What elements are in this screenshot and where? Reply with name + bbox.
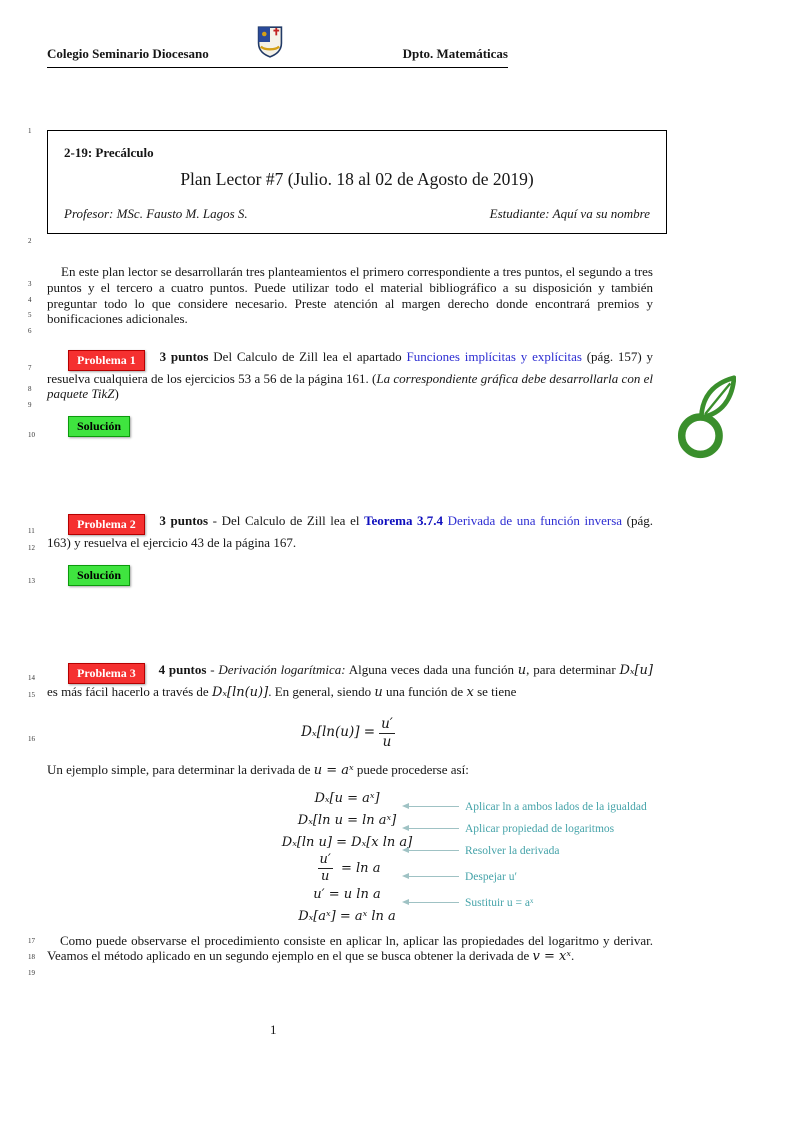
display-equation — [47, 716, 653, 750]
text-segment: Un ejemplo simple, para determinar la derivada de — [47, 762, 314, 778]
text-segment: . En general, siendo — [268, 683, 375, 699]
bonus-leaf-icon — [676, 374, 736, 465]
solution1-block — [47, 415, 653, 437]
text-segment: - Del Calculo de Zill lea el — [208, 512, 365, 528]
equation: Dₓ[ln u] = Dₓ[x ln a] — [281, 834, 413, 850]
problem1-paragraph — [47, 349, 653, 402]
derivation-row — [47, 809, 647, 835]
line-number: 13 — [28, 577, 35, 585]
document-content — [47, 0, 653, 965]
text-segment: La correspondiente gráfica debe desarrollarla con el paquete TikZ — [47, 370, 653, 402]
derivation-row — [47, 905, 647, 927]
line-number: 1 — [28, 127, 32, 135]
equation — [314, 852, 381, 884]
derivation-row — [47, 787, 647, 813]
course-label: 2-19: Precálculo — [64, 144, 154, 160]
school-crest-icon — [257, 26, 283, 62]
text-segment: se tiene — [473, 683, 517, 699]
solution2-badge: Solución — [68, 565, 130, 586]
text-segment: 3 puntos — [159, 512, 209, 528]
text-segment: . — [570, 948, 575, 964]
equation: Dₓ[u = aˣ] — [314, 790, 380, 806]
line-number: 12 — [28, 544, 35, 552]
derivation-row — [47, 853, 647, 883]
line-number: 7 — [28, 364, 32, 372]
line-number: 8 — [28, 385, 32, 393]
equation: Dₓ[ln u = ln aˣ] — [297, 812, 397, 828]
line-number: 2 — [28, 237, 32, 245]
line-number: 3 — [28, 280, 32, 288]
equation: u′ = u ln a — [313, 886, 381, 902]
step-annotation: Aplicar propiedad de logaritmos — [465, 822, 615, 835]
problem3-badge: Problema 3 — [68, 663, 145, 684]
problem2-paragraph — [47, 513, 653, 551]
page-header — [47, 46, 508, 68]
text-segment: puede procederse así: — [353, 762, 469, 778]
step-annotation: Aplicar ln a ambos lados de la igualdad — [465, 800, 647, 813]
line-number: 19 — [28, 969, 35, 977]
fraction — [318, 853, 333, 883]
text-segment: Como puede observarse el procedimiento consiste en aplicar ln, aplicar las propiedades del logaritmo y derivar. Veamos el método aplicado en un segundo ejemplo en el que se busca obtener la derivada de — [47, 932, 653, 964]
hyperlink[interactable]: Teorema 3.7.4 — [364, 512, 444, 528]
text-segment: Dₓ[ln(u)] — [211, 684, 269, 700]
step-annotation: Sustituir u = aˣ — [465, 896, 534, 909]
text-segment: , para determinar — [526, 661, 620, 677]
text-segment: Derivación logarítmica: — [218, 661, 346, 677]
solution2-block — [47, 564, 653, 586]
derivation-block — [47, 787, 647, 927]
line-number: 10 — [28, 431, 35, 439]
fraction-numerator: u′ — [381, 716, 393, 733]
equation-lhs: Dₓ[ln(u)] = — [301, 724, 376, 741]
fraction-numerator: u′ — [319, 852, 331, 868]
student-label: Estudiante: Aquí va su nombre — [489, 205, 650, 221]
solution1-badge: Solución — [68, 416, 130, 437]
text-segment: u — [517, 662, 527, 678]
closing-paragraph — [47, 933, 653, 965]
equation-rhs: = ln a — [341, 860, 381, 876]
derivation-row — [47, 831, 647, 857]
derivation-row — [47, 883, 647, 909]
title-box — [47, 130, 667, 235]
line-number: 18 — [28, 953, 35, 961]
text-segment: - — [206, 661, 219, 677]
fraction-denominator: u — [382, 733, 392, 750]
people-row — [64, 206, 650, 222]
page-number: 1 — [270, 1022, 277, 1037]
text-segment: u — [374, 684, 383, 700]
document-title: Plan Lector #7 (Julio. 18 al 02 de Agosto de 2019) — [180, 169, 534, 190]
text-segment: Del Calculo de Zill lea el apartado — [208, 348, 407, 364]
text-segment: 3 puntos — [159, 348, 209, 364]
line-number: 6 — [28, 327, 32, 335]
problem1-badge: Problema 1 — [68, 350, 145, 371]
line-number: 14 — [28, 674, 35, 682]
step-annotation: Resolver la derivada — [465, 844, 560, 857]
text-segment: 4 puntos — [158, 661, 207, 677]
text-segment: ) — [114, 386, 119, 402]
problem2-badge: Problema 2 — [68, 514, 145, 535]
text-segment: v = xˣ — [532, 949, 571, 965]
fraction — [379, 717, 395, 748]
line-number: 16 — [28, 735, 35, 743]
school-name: Colegio Seminario Diocesano — [47, 46, 209, 61]
intro-paragraph: En este plan lector se desarrollarán tres planteamientos el primero correspondiente a tres puntos, el segundo a tres puntos y el tercero a cuatro puntos. Puede utilizar todo el material bibliográfico a su disposición y también preguntar todo lo que considere necesario. Preste atención al margen derecho donde encontrará premios y bonificaciones adicionales. — [47, 264, 653, 327]
department-name: Dpto. Matemáticas — [402, 46, 508, 61]
text-segment: (pág. 163) y resuelva el ejercicio 43 de la página 167. — [47, 512, 653, 550]
text-segment: Dₓ[u] — [619, 662, 653, 678]
fraction-denominator: u — [321, 868, 330, 884]
line-number: 4 — [28, 296, 32, 304]
line-number: 17 — [28, 937, 35, 945]
text-segment: es más fácil hacerlo a través de — [47, 683, 212, 699]
line-number: 11 — [28, 527, 35, 535]
equation: Dₓ[aˣ] = aˣ ln a — [298, 908, 396, 924]
text-segment: x — [466, 684, 474, 700]
line-number: 5 — [28, 311, 32, 319]
text-segment: u = aˣ — [313, 763, 354, 779]
line-number: 15 — [28, 691, 35, 699]
line-number: 9 — [28, 401, 32, 409]
problem3-paragraph — [47, 662, 653, 701]
professor-label: Profesor: MSc. Fausto M. Lagos S. — [64, 205, 248, 221]
example-intro-paragraph — [47, 762, 653, 779]
text-segment: Alguna veces dada una función — [345, 661, 518, 677]
hyperlink[interactable]: Derivada de una función inversa — [443, 512, 623, 528]
hyperlink[interactable]: Funciones implícitas y explícitas — [406, 348, 582, 364]
text-segment: (pág. 157) y resuelva cualquiera de los ejercicios 53 a 56 de la página 161. ( — [47, 348, 654, 386]
step-annotation: Despejar u′ — [465, 870, 518, 883]
text-segment: una función de — [382, 683, 467, 699]
